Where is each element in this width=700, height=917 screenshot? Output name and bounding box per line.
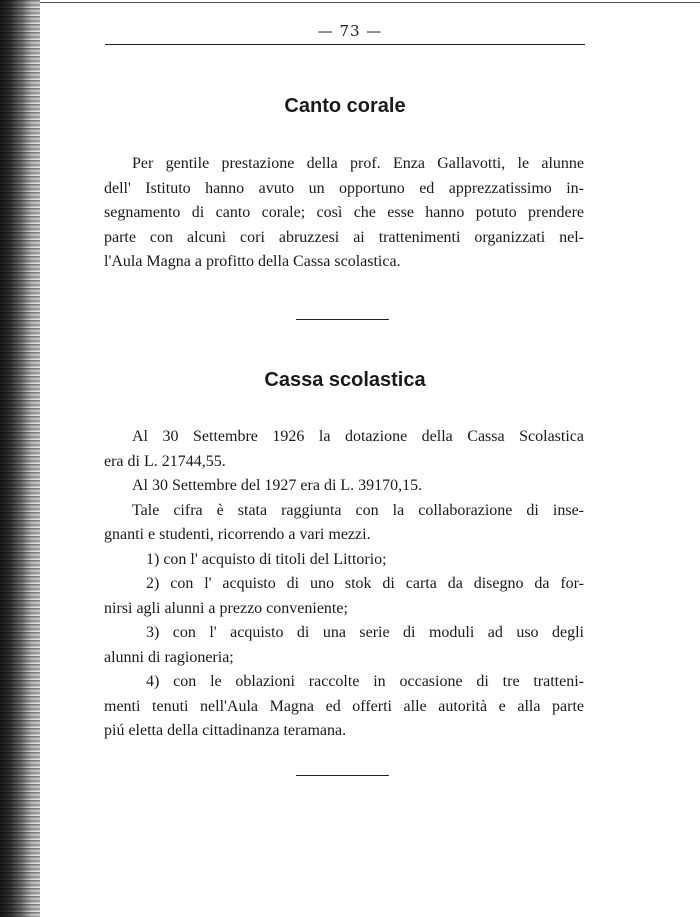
text-line: Tale cifra è stata raggiunta con la collaborazione di inse- bbox=[132, 501, 584, 519]
section-divider bbox=[296, 775, 389, 776]
header-rule bbox=[105, 44, 585, 45]
text-line: Al 30 Settembre del 1927 era di L. 39170,15. bbox=[132, 477, 423, 494]
text-line: piú eletta della cittadinanza teramana. bbox=[104, 722, 347, 739]
text-line: Per gentile prestazione della prof. Enza Gallavotti, le alunne bbox=[132, 155, 584, 172]
paragraph-canto-corale bbox=[104, 152, 584, 275]
text-line: nirsi agli alunni a prezzo conveniente; bbox=[104, 599, 348, 617]
scanned-page-edge bbox=[0, 0, 40, 917]
section-title-canto-corale: Canto corale bbox=[284, 95, 406, 117]
text-line: Al 30 Settembre 1926 la dotazione della Cassa Scolastica bbox=[132, 428, 584, 445]
text-line: gnanti e studenti, ricorrendo a vari mezzi. bbox=[104, 526, 371, 543]
text-line: alunni di ragioneria; bbox=[104, 648, 234, 666]
page-number: — 73 — bbox=[317, 22, 383, 40]
scan-top-border bbox=[40, 2, 700, 3]
section-divider bbox=[296, 319, 389, 320]
text-line: menti tenuti nell'Aula Magna ed offerti alle autorità e alla parte bbox=[104, 697, 584, 715]
text-line: segnamento di canto corale; così che esse hanno potuto prendere bbox=[104, 204, 584, 221]
paragraph-cassa-scolastica bbox=[104, 425, 584, 744]
list-item: 2) con l' acquisto di uno stok di carta da disegno da for- bbox=[146, 575, 584, 592]
text-line: dell' Istituto hanno avuto un opportuno ed apprezzatissimo in- bbox=[104, 179, 584, 197]
text-line: l'Aula Magna a profitto della Cassa scolastica. bbox=[104, 253, 401, 270]
list-item: 3) con l' acquisto di una serie di moduli ad uso degli bbox=[146, 624, 584, 641]
text-line: era di L. 21744,55. bbox=[104, 452, 226, 470]
section-title-cassa-scolastica: Cassa scolastica bbox=[264, 369, 426, 391]
text-line: parte con alcuni cori abruzzesi ai trattenimenti organizzati nel- bbox=[104, 228, 584, 246]
list-item: 4) con le oblazioni raccolte in occasione di tre tratteni- bbox=[146, 673, 584, 690]
list-item: 1) con l' acquisto di titoli del Littorio; bbox=[146, 550, 387, 568]
